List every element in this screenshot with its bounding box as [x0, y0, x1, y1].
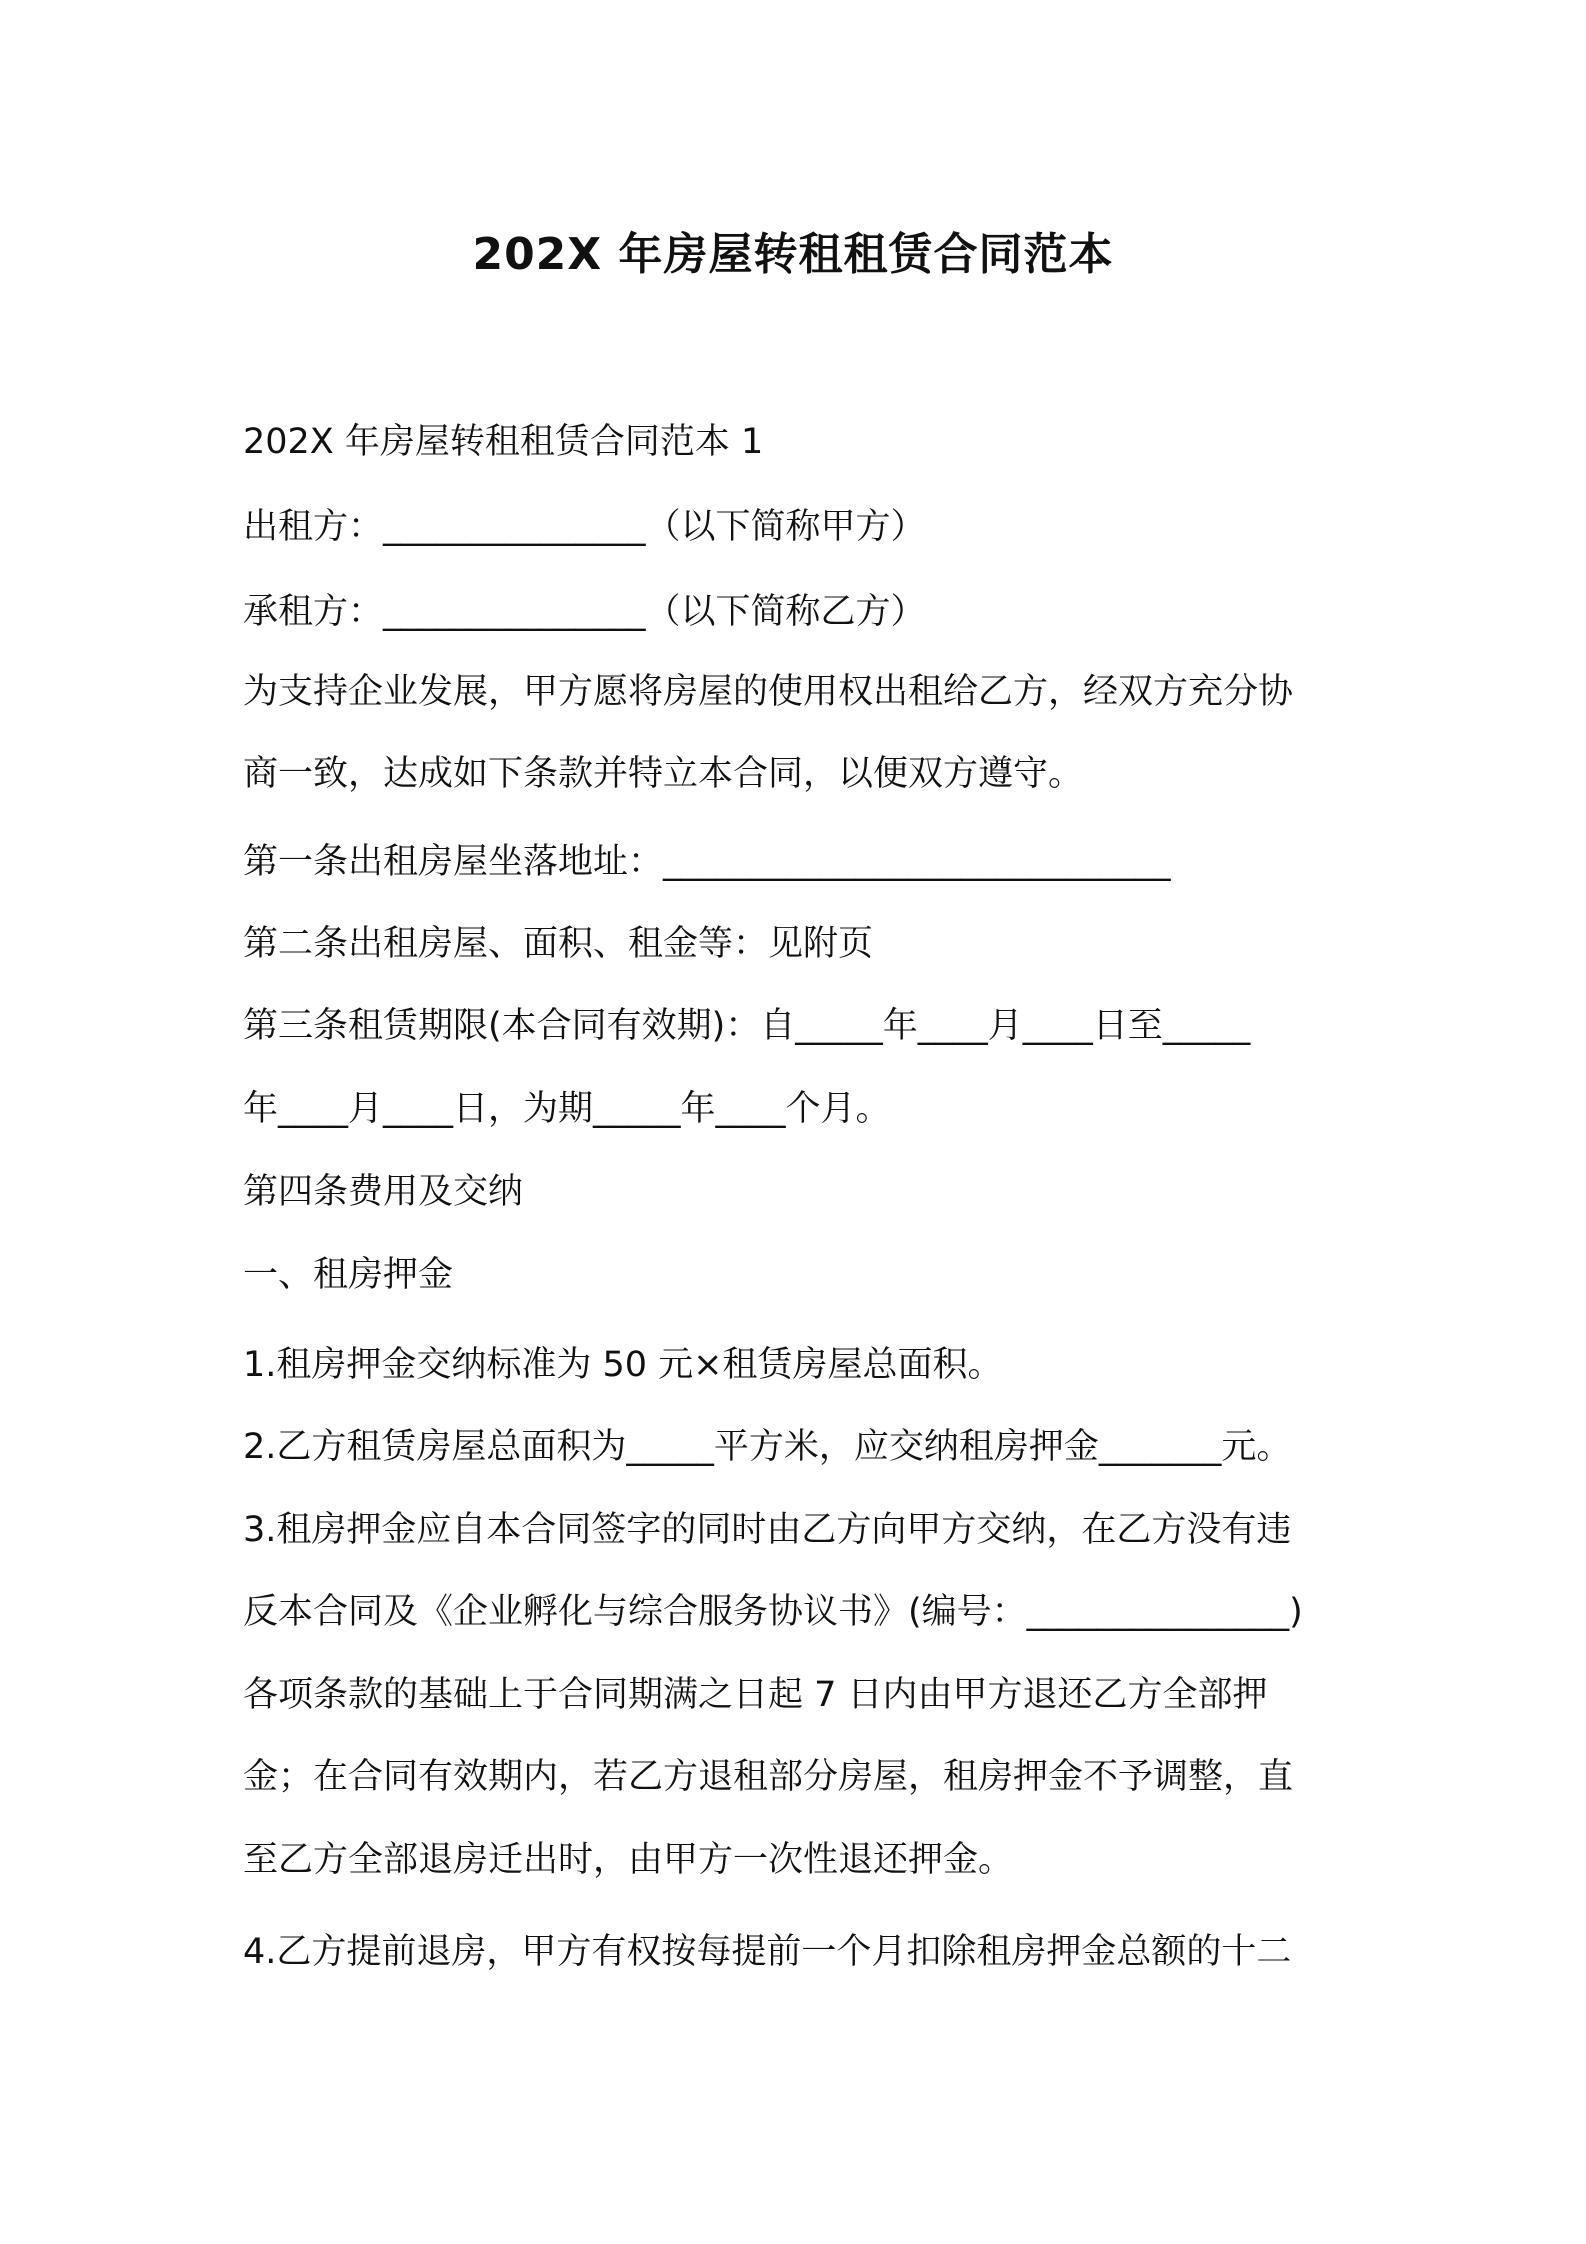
article-4-heading: 第四条费用及交纳 [243, 1172, 524, 1212]
section-heading: 202X 年房屋转租租赁合同范本 1 [243, 422, 764, 462]
clause-4-line: 4.乙方提前退房，甲方有权按每提前一个月扣除租房押金总额的十二 [243, 1932, 1292, 1972]
article-1-line: 第一条出租房屋坐落地址：_____________________________ [243, 842, 1171, 882]
document-title: 202X 年房屋转租租赁合同范本 [472, 229, 1114, 280]
clause-3-line: 3.租房押金应自本合同签字的同时由乙方向甲方交纳，在乙方没有违 [243, 1510, 1292, 1550]
clause-3-line: 反本合同及《企业孵化与综合服务协议书》(编号：_______________) [243, 1592, 1303, 1632]
paragraph-line: 为支持企业发展，甲方愿将房屋的使用权出租给乙方，经双方充分协 [243, 672, 1294, 712]
article-2-line: 第二条出租房屋、面积、租金等：见附页 [243, 924, 874, 964]
clause-3-line: 至乙方全部退房迁出时，由甲方一次性退还押金。 [243, 1840, 1014, 1880]
clause-3-line: 金；在合同有效期内，若乙方退租部分房屋，租房押金不予调整，直 [243, 1757, 1294, 1797]
clause-3-line: 各项条款的基础上于合同期满之日起 7 日内由甲方退还乙方全部押 [243, 1675, 1268, 1715]
clause-2-line: 2.乙方租赁房屋总面积为_____平方米，应交纳租房押金_______元。 [243, 1427, 1292, 1467]
clause-1-line: 1.租房押金交纳标准为 50 元×租赁房屋总面积。 [243, 1345, 1003, 1385]
paragraph-line: 商一致，达成如下条款并特立本合同，以便双方遵守。 [243, 754, 1084, 794]
article-3-line-continued: 年____月____日，为期_____年____个月。 [243, 1089, 891, 1129]
lessee-line: 承租方：_______________（以下简称乙方） [243, 592, 926, 632]
lessor-line: 出租方：_______________（以下简称甲方） [243, 507, 926, 547]
deposit-heading: 一、租房押金 [243, 1255, 454, 1295]
article-3-line: 第三条租赁期限(本合同有效期)：自_____年____月____日至_____ [243, 1006, 1251, 1046]
